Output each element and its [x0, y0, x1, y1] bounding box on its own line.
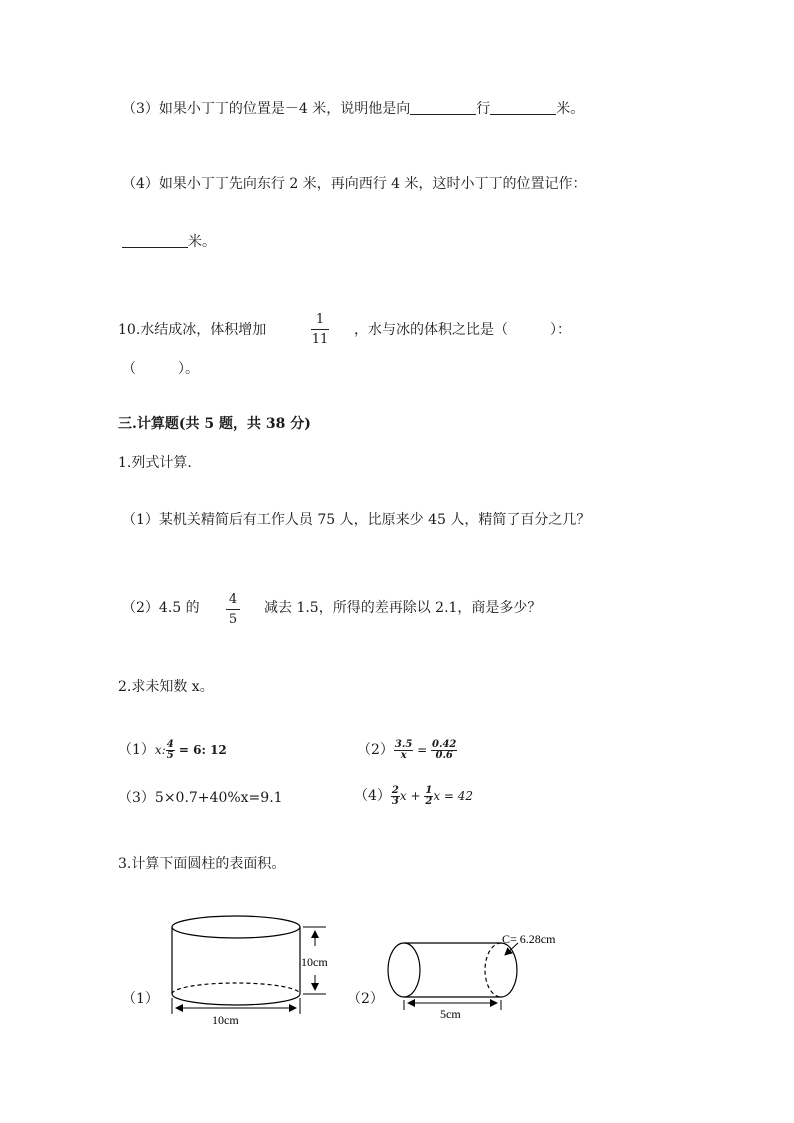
- equation-fraction: $\frac{3.5}{x}$: [394, 738, 413, 761]
- figure-1-label: （1）: [122, 991, 159, 1007]
- cylinder-2-length-label: 5cm: [440, 1007, 461, 1021]
- equation-fraction: $\frac{1}{2}$: [425, 784, 433, 807]
- q9-part3-suffix: 米。: [556, 101, 585, 117]
- equation-fraction: $\frac{4}{5}$: [166, 738, 174, 761]
- c1-part2-prefix: （2）4.5 的: [122, 600, 200, 616]
- upright-cylinder: [172, 916, 300, 1005]
- fraction-numerator: 4: [228, 592, 238, 607]
- q9-part3-prefix: （3）如果小丁丁的位置是－4 米，说明他是向: [122, 101, 411, 117]
- section-title: 三.计算题(共 5 题，共 38 分): [118, 416, 311, 432]
- q9-part3-mid: 行: [476, 101, 491, 117]
- fraction-denominator: 5: [228, 612, 238, 627]
- c1-part2-suffix: 减去 1.5，所得的差再除以 2.1，商是多少？: [264, 600, 542, 616]
- equation-4: （4） $\frac{2}{3}$ x + $\frac{1}{2}$ x = 42: [354, 784, 474, 807]
- fraction-denominator: 11: [311, 332, 329, 347]
- cylinder-1-width-label: 10cm: [212, 1013, 239, 1027]
- equation-fraction: $\frac{0.42}{0.6}$: [432, 738, 457, 761]
- figure-2-label: （2）: [347, 991, 384, 1007]
- c1-title: 1.列式计算.: [118, 455, 192, 471]
- q9-part4-suffix: 米。: [188, 234, 216, 250]
- q9-part4-text: （4）如果小丁丁先向东行 2 米，再向西行 4 米，这时小丁丁的位置记作：: [122, 176, 587, 192]
- equation-fraction: $\frac{2}{3}$: [391, 784, 399, 807]
- equation-2: （2） $\frac{3.5}{x}$ = $\frac{0.42}{0.6}$: [357, 738, 457, 761]
- cylinder-1-height-label: 10cm: [301, 955, 328, 969]
- q10-prefix: 10.水结成冰，体积增加: [118, 322, 267, 338]
- q10-suffix: ，水与冰的体积之比是（ ）：: [354, 322, 571, 338]
- equation-1: （1）x: $\frac{4}{5}$ = 6: 12: [118, 738, 227, 761]
- horizontal-cylinder: [388, 943, 517, 997]
- width-arrow: [172, 998, 300, 1014]
- cylinder-2-circumference-label: C= 6.28cm: [502, 932, 556, 946]
- c1-part1: （1）某机关精简后有工作人员 75 人，比原来少 45 人，精简了百分之几？: [122, 512, 591, 528]
- q10-line2: （ ）。: [122, 361, 199, 377]
- fraction-numerator: 1: [315, 312, 325, 327]
- c3-title: 3.计算下面圆柱的表面积。: [118, 856, 286, 872]
- c2-title: 2.求未知数 x。: [118, 679, 214, 695]
- equation-3: （3）5×0.7+40%x=9.1: [118, 790, 283, 806]
